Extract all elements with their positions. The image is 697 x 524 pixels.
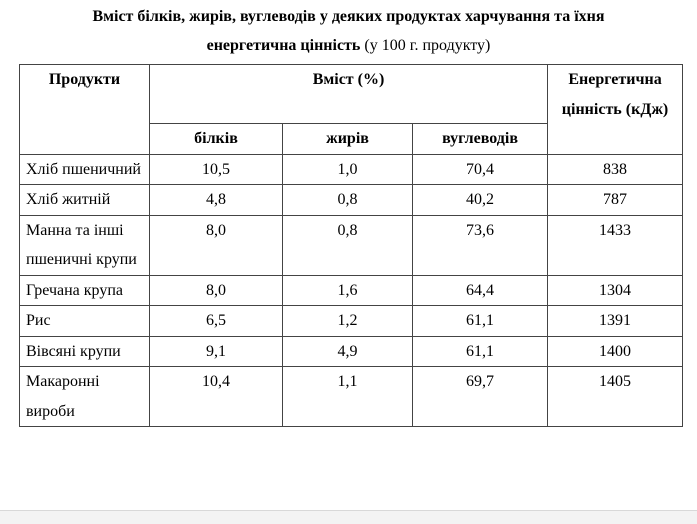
row-fat: 0,8 xyxy=(283,185,413,216)
row-carbs: 70,4 xyxy=(413,154,548,185)
caption-energy-label: енергетична цінність xyxy=(206,37,361,54)
row-protein: 8,0 xyxy=(150,275,283,306)
row-protein: 9,1 xyxy=(150,336,283,367)
table-row xyxy=(20,336,683,367)
header-energy: Енергетична цінність (кДж) xyxy=(548,65,683,155)
row-protein: 8,0 xyxy=(150,215,283,275)
row-product-name: Манна та інші пшеничні крупи xyxy=(20,215,150,275)
row-fat: 1,2 xyxy=(283,306,413,337)
caption-line-2 xyxy=(0,36,697,56)
table-row xyxy=(20,306,683,337)
header-row-top xyxy=(20,65,683,124)
row-product-name: Вівсяні крупи xyxy=(20,336,150,367)
table-row xyxy=(20,185,683,216)
row-fat: 1,6 xyxy=(283,275,413,306)
header-carbs: вуглеводів xyxy=(413,124,548,155)
header-protein: білків xyxy=(150,124,283,155)
row-product-name: Хліб пшеничний xyxy=(20,154,150,185)
nutrition-table xyxy=(19,64,683,427)
row-carbs: 64,4 xyxy=(413,275,548,306)
row-energy: 787 xyxy=(548,185,683,216)
table-row xyxy=(20,154,683,185)
row-product-name: Макаронні вироби xyxy=(20,367,150,427)
row-product-name: Хліб житній xyxy=(20,185,150,216)
row-fat: 1,1 xyxy=(283,367,413,427)
row-protein: 10,4 xyxy=(150,367,283,427)
row-fat: 0,8 xyxy=(283,215,413,275)
caption-unit-note: (у 100 г. продукту) xyxy=(360,37,491,54)
row-protein: 6,5 xyxy=(150,306,283,337)
header-content: Вміст (%) xyxy=(150,65,548,124)
row-energy: 1433 xyxy=(548,215,683,275)
row-protein: 4,8 xyxy=(150,185,283,216)
page-bottom-edge xyxy=(0,510,697,524)
row-product-name: Гречана крупа xyxy=(20,275,150,306)
row-protein: 10,5 xyxy=(150,154,283,185)
row-carbs: 61,1 xyxy=(413,306,548,337)
row-carbs: 69,7 xyxy=(413,367,548,427)
row-product-name: Рис xyxy=(20,306,150,337)
caption-line-1: Вміст білків, жирів, вуглеводів у деяких продуктах харчування та їхня xyxy=(92,8,605,25)
table-row xyxy=(20,275,683,306)
row-energy: 838 xyxy=(548,154,683,185)
row-carbs: 73,6 xyxy=(413,215,548,275)
row-carbs: 40,2 xyxy=(413,185,548,216)
row-energy: 1405 xyxy=(548,367,683,427)
header-fat: жирів xyxy=(283,124,413,155)
row-fat: 1,0 xyxy=(283,154,413,185)
row-carbs: 61,1 xyxy=(413,336,548,367)
row-energy: 1400 xyxy=(548,336,683,367)
table-row xyxy=(20,215,683,275)
row-fat: 4,9 xyxy=(283,336,413,367)
table-row xyxy=(20,367,683,427)
row-energy: 1391 xyxy=(548,306,683,337)
header-products: Продукти xyxy=(20,65,150,155)
row-energy: 1304 xyxy=(548,275,683,306)
